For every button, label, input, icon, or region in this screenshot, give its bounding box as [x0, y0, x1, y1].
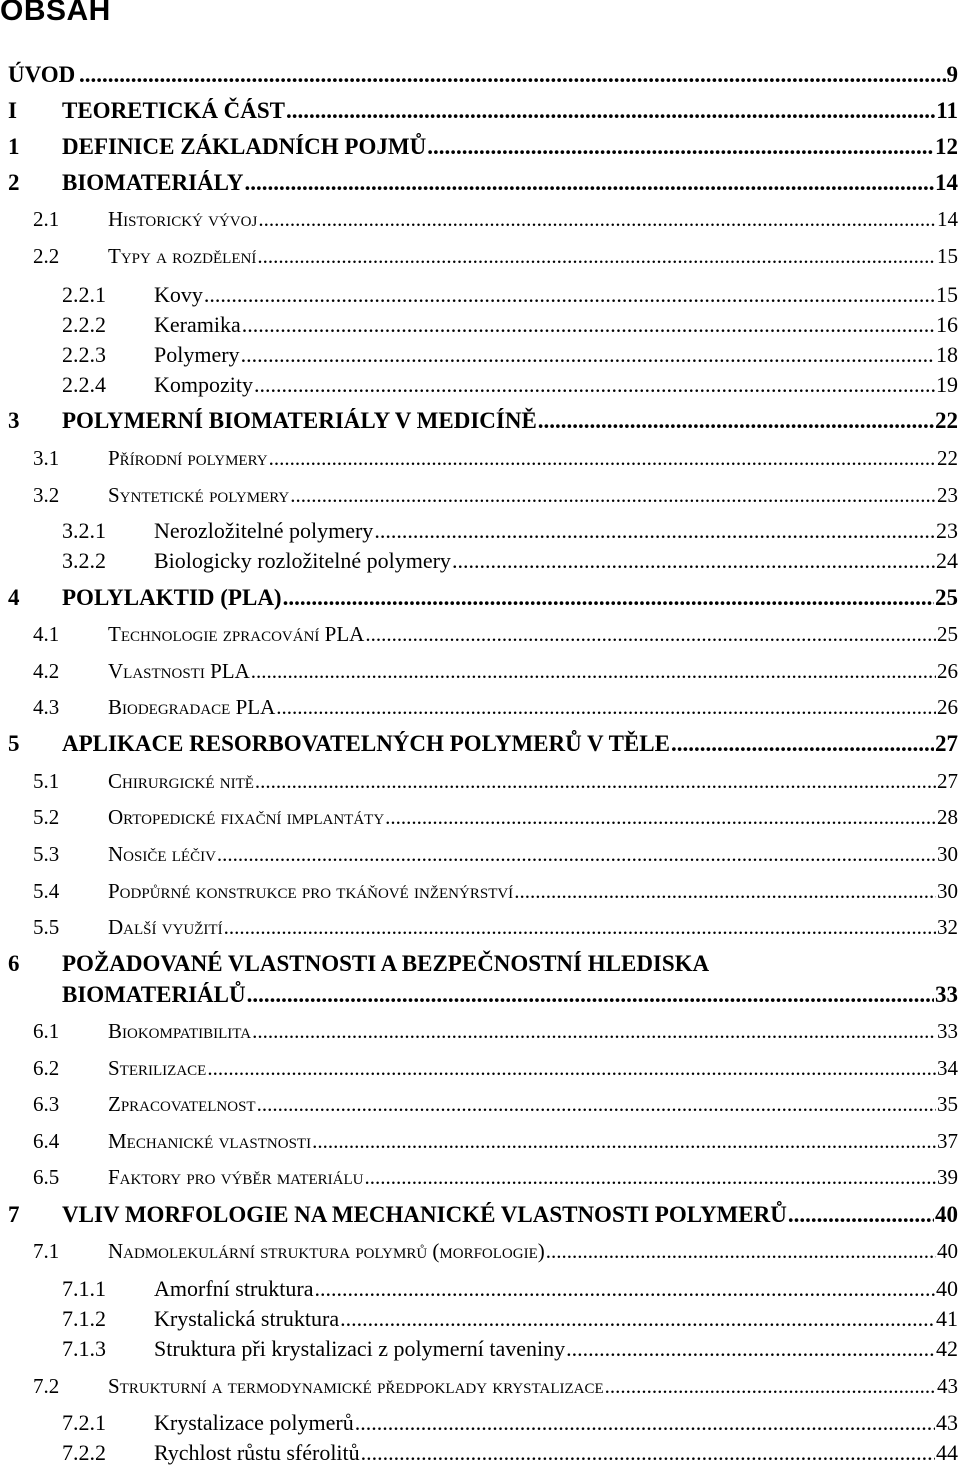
toc-entry-page: 39 — [937, 1167, 960, 1188]
toc-entry[interactable] — [0, 515, 960, 549]
toc-entry-number: 6.2 — [33, 1058, 59, 1079]
toc-entry-title: Syntetické polymery — [108, 485, 289, 506]
toc-entry-page: 40 — [937, 1241, 960, 1262]
toc-entry[interactable] — [0, 691, 960, 725]
toc-entry-page: 27 — [937, 771, 960, 792]
toc-entry-title: Technologie zpracování PLA — [108, 624, 364, 645]
toc-entry-line — [62, 171, 960, 194]
toc-entry-page: 44 — [936, 1442, 960, 1464]
toc-dot-leader — [290, 485, 936, 506]
toc-entry-title: Přírodní polymery — [108, 448, 268, 469]
toc-entry[interactable] — [0, 58, 960, 92]
toc-entry-title: Nosiče léčiv — [108, 844, 216, 865]
toc-entry-title: Vlastnosti PLA — [108, 661, 250, 682]
toc-entry-title: POŽADOVANÉ VLASTNOSTI A BEZPEČNOSTNÍ HLEDISKA — [62, 952, 709, 975]
toc-entry-number: 6 — [8, 952, 20, 975]
toc-entry-line — [154, 1442, 960, 1464]
toc-entry-number: 7 — [8, 1203, 20, 1226]
toc-dot-leader — [255, 771, 936, 792]
toc-entry[interactable] — [0, 279, 960, 313]
toc-entry-page: 40 — [935, 1203, 960, 1226]
toc-entry-line — [108, 1094, 960, 1115]
toc-entry-line — [154, 344, 960, 366]
toc-entry-line — [62, 99, 960, 122]
toc-entry-number: 4.2 — [33, 661, 59, 682]
toc-dot-leader — [365, 624, 936, 645]
toc-entry-title: Ortopedické fixační implantáty — [108, 807, 384, 828]
toc-entry[interactable] — [0, 765, 960, 799]
toc-entry-number: 2.1 — [33, 209, 59, 230]
toc-entry-title: POLYLAKTID (PLA) — [62, 586, 282, 609]
toc-entry-line — [108, 246, 960, 267]
toc-dot-leader — [374, 520, 935, 542]
toc-entry-line — [154, 284, 960, 306]
toc-entry-page: 27 — [935, 732, 960, 755]
toc-entry[interactable] — [0, 203, 960, 237]
toc-entry-line — [108, 771, 960, 792]
toc-entry-line — [108, 1376, 960, 1397]
toc-entry-number: 2.2.4 — [62, 374, 106, 396]
toc-entry-title: DEFINICE ZÁKLADNÍCH POJMŮ — [62, 135, 426, 158]
toc-entry-title: Krystalická struktura — [154, 1308, 339, 1330]
toc-entry-number: 4.3 — [33, 697, 59, 718]
toc-entry-line — [108, 881, 960, 902]
toc-entry-title: Typy a rozdělení — [108, 246, 256, 267]
toc-entry-title: Strukturní a termodynamické předpoklady krystalizace — [108, 1376, 604, 1397]
toc-entry-title: Podpůrné konstrukce pro tkáňové inženýrství — [108, 881, 513, 902]
toc-entry[interactable] — [0, 240, 960, 274]
toc-entry-line — [62, 983, 960, 1006]
toc-entry-line — [108, 1241, 960, 1262]
toc-entry-page: 40 — [936, 1278, 960, 1300]
toc-entry-page: 37 — [937, 1131, 960, 1152]
toc-entry-number: 7.1.3 — [62, 1338, 106, 1360]
toc-entry[interactable] — [0, 1088, 960, 1122]
toc-entry[interactable] — [0, 1370, 960, 1404]
toc-entry-line — [62, 586, 960, 609]
toc-entry-page: 32 — [937, 917, 960, 938]
toc-dot-leader — [340, 1308, 935, 1330]
toc-entry-page: 26 — [937, 697, 960, 718]
toc-entry[interactable] — [0, 838, 960, 872]
toc-entry-page: 15 — [936, 284, 960, 306]
toc-dot-leader — [244, 171, 934, 194]
toc-entry[interactable] — [0, 404, 960, 438]
toc-entry-title: Nadmolekulární struktura polymrů (morfologie) — [108, 1241, 545, 1262]
toc-dot-leader — [241, 344, 935, 366]
toc-entry-number: ÚVOD — [8, 63, 75, 86]
toc-dot-leader — [546, 1241, 936, 1262]
toc-entry[interactable] — [0, 875, 960, 909]
toc-entry-line — [108, 1058, 960, 1079]
toc-entry-title: Nerozložitelné polymery — [154, 520, 373, 542]
toc-entry-page: 15 — [937, 246, 960, 267]
toc-entry-number: 6.3 — [33, 1094, 59, 1115]
toc-entry-line — [62, 135, 960, 158]
toc-entry-title: Biologicky rozložitelné polymery — [154, 550, 451, 572]
toc-entry-line — [108, 485, 960, 506]
toc-entry-title: Zpracovatelnost — [108, 1094, 256, 1115]
toc-dot-leader — [252, 1021, 936, 1042]
toc-entry-number: 7.1.2 — [62, 1308, 106, 1330]
toc-entry-title: Amorfní struktura — [154, 1278, 313, 1300]
toc-dot-leader — [254, 374, 935, 396]
toc-entry-page: 26 — [937, 661, 960, 682]
toc-entry-number: 3 — [8, 409, 20, 432]
page-title: OBSAH — [0, 0, 111, 28]
toc-dot-leader — [257, 1094, 936, 1115]
toc-dot-leader — [276, 697, 936, 718]
toc-entry-page: 34 — [937, 1058, 960, 1079]
toc-entry-number: 5 — [8, 732, 20, 755]
toc-entry-line — [154, 1308, 960, 1330]
toc-entry-title: Struktura při krystalizaci z polymerní taveniny — [154, 1338, 565, 1360]
toc-entry-page: 24 — [936, 550, 960, 572]
toc-entry[interactable] — [0, 1015, 960, 1049]
toc-entry-number: 3.2.1 — [62, 520, 106, 542]
toc-entry[interactable] — [0, 801, 960, 835]
toc-entry-line — [78, 63, 960, 86]
toc-entry[interactable] — [0, 369, 960, 403]
toc-entry-number: 6.5 — [33, 1167, 59, 1188]
toc-entry-line — [108, 661, 960, 682]
toc-entry-title: Polymery — [154, 344, 240, 366]
toc-entry-number: 1 — [8, 135, 20, 158]
toc-entry[interactable] — [0, 442, 960, 476]
toc-entry-number: 5.2 — [33, 807, 59, 828]
toc-entry-title: BIOMATERIÁLY — [62, 171, 243, 194]
toc-entry-line — [154, 1338, 960, 1360]
toc-entry[interactable] — [0, 1273, 960, 1307]
toc-dot-leader — [355, 1412, 935, 1434]
toc-dot-leader — [427, 135, 934, 158]
toc-entry-title: Biokompatibilita — [108, 1021, 251, 1042]
toc-entry-title: Keramika — [154, 314, 241, 336]
toc-entry-line — [154, 1412, 960, 1434]
toc-entry-title: Historický vývoj — [108, 209, 257, 230]
toc-entry-number: 6.1 — [33, 1021, 59, 1042]
toc-entry-page: 43 — [936, 1412, 960, 1434]
toc-dot-leader — [314, 1278, 935, 1300]
toc-entry-page: 23 — [936, 520, 960, 542]
toc-entry-line — [62, 1203, 960, 1226]
toc-entry-title: POLYMERNÍ BIOMATERIÁLY V MEDICÍNĚ — [62, 409, 537, 432]
toc-entry[interactable] — [0, 911, 960, 945]
toc-dot-leader — [207, 1058, 936, 1079]
toc-entry-line — [108, 697, 960, 718]
toc-entry-line — [154, 1278, 960, 1300]
toc-entry-line — [108, 807, 960, 828]
toc-dot-leader — [312, 1131, 936, 1152]
toc-entry-title: Faktory pro výběr materiálu — [108, 1167, 364, 1188]
toc-dot-leader — [538, 409, 934, 432]
toc-entry-line — [108, 624, 960, 645]
toc-entry[interactable] — [0, 1407, 960, 1441]
toc-dot-leader — [605, 1376, 936, 1397]
toc-entry-page: 30 — [937, 844, 960, 865]
toc-entry[interactable] — [0, 1125, 960, 1159]
toc-entry-title: Kovy — [154, 284, 203, 306]
toc-entry[interactable] — [0, 1235, 960, 1269]
toc-dot-leader — [452, 550, 935, 572]
toc-entry-page: 11 — [936, 99, 960, 122]
toc-dot-leader — [204, 284, 935, 306]
toc-entry-page: 12 — [935, 135, 960, 158]
toc-entry-number: 3.1 — [33, 448, 59, 469]
toc-entry-title: Kompozity — [154, 374, 253, 396]
toc-entry-page: 42 — [936, 1338, 960, 1360]
toc-entry-page: 23 — [937, 485, 960, 506]
toc-entry[interactable] — [0, 1303, 960, 1337]
toc-entry[interactable] — [0, 1437, 960, 1471]
toc-entry[interactable] — [0, 479, 960, 513]
toc-entry[interactable] — [0, 1333, 960, 1367]
toc-entry-number: 5.5 — [33, 917, 59, 938]
toc-entry-line — [108, 448, 960, 469]
toc-dot-leader — [242, 314, 935, 336]
toc-entry[interactable] — [0, 309, 960, 343]
toc-entry[interactable] — [0, 94, 960, 128]
toc-dot-leader — [247, 983, 934, 1006]
toc-dot-leader — [283, 586, 934, 609]
toc-entry[interactable] — [0, 339, 960, 373]
toc-entry[interactable] — [0, 947, 960, 981]
toc-entry-number: 5.3 — [33, 844, 59, 865]
toc-dot-leader — [224, 917, 936, 938]
toc-entry[interactable] — [0, 655, 960, 689]
toc-dot-leader — [79, 63, 946, 86]
toc-entry-title: Krystalizace polymerů — [154, 1412, 354, 1434]
toc-dot-leader — [788, 1203, 934, 1226]
toc-entry-number: 7.2.2 — [62, 1442, 106, 1464]
toc-entry-page: 22 — [937, 448, 960, 469]
toc-entry-title: VLIV MORFOLOGIE NA MECHANICKÉ VLASTNOSTI POLYMERŮ — [62, 1203, 787, 1226]
toc-entry-page: 28 — [937, 807, 960, 828]
toc-entry[interactable] — [0, 727, 960, 761]
toc-entry-number: 3.2 — [33, 485, 59, 506]
toc-dot-leader — [671, 732, 934, 755]
toc-dot-leader — [385, 807, 936, 828]
toc-entry-number: 4 — [8, 586, 20, 609]
toc-dot-leader — [514, 881, 936, 902]
toc-entry-title: Mechanické vlastnosti — [108, 1131, 311, 1152]
toc-entry[interactable] — [0, 1052, 960, 1086]
toc-entry-number: 6.4 — [33, 1131, 59, 1152]
toc-entry-page: 25 — [937, 624, 960, 645]
toc-entry-page: 35 — [937, 1094, 960, 1115]
toc-entry-line — [62, 409, 960, 432]
toc-entry-line — [108, 1131, 960, 1152]
toc-entry-page: 33 — [937, 1021, 960, 1042]
toc-entry-page: 18 — [936, 344, 960, 366]
toc-entry-line — [62, 732, 960, 755]
toc-entry-number: 5.4 — [33, 881, 59, 902]
toc-entry-page: 25 — [935, 586, 960, 609]
toc-entry-line — [154, 314, 960, 336]
toc-entry-number: 2.2.2 — [62, 314, 106, 336]
toc-entry-title: TEORETICKÁ ČÁST — [62, 99, 285, 122]
toc-dot-leader — [566, 1338, 935, 1360]
toc-entry-line — [108, 844, 960, 865]
toc-entry-number: 7.2 — [33, 1376, 59, 1397]
toc-entry[interactable] — [0, 130, 960, 164]
toc-entry[interactable] — [0, 166, 960, 200]
toc-entry-number: 2.2.3 — [62, 344, 106, 366]
toc-dot-leader — [257, 246, 936, 267]
toc-dot-leader — [258, 209, 936, 230]
toc-entry-page: 14 — [935, 171, 960, 194]
toc-entry-page: 16 — [936, 314, 960, 336]
toc-entry-page: 22 — [935, 409, 960, 432]
toc-entry-line — [154, 520, 960, 542]
toc-entry-page: 33 — [935, 983, 960, 1006]
toc-entry-line — [108, 917, 960, 938]
toc-entry-page: 43 — [937, 1376, 960, 1397]
toc-entry-title: Chirurgické nitě — [108, 771, 254, 792]
toc-entry-line — [108, 209, 960, 230]
toc-entry-line — [108, 1167, 960, 1188]
toc-entry-number: 7.1.1 — [62, 1278, 106, 1300]
toc-entry-number: 2.2 — [33, 246, 59, 267]
toc-entry-number: 2.2.1 — [62, 284, 106, 306]
toc-entry[interactable] — [0, 545, 960, 579]
toc-entry-number: 7.2.1 — [62, 1412, 106, 1434]
toc-entry-title: Rychlost růstu sférolitů — [154, 1442, 360, 1464]
toc-entry[interactable] — [0, 1161, 960, 1195]
toc-entry[interactable] — [0, 618, 960, 652]
toc-entry-line — [154, 374, 960, 396]
toc-dot-leader — [286, 99, 935, 122]
toc-entry-page: 41 — [936, 1308, 960, 1330]
toc-entry-number: 7.1 — [33, 1241, 59, 1262]
toc-entry[interactable] — [0, 581, 960, 615]
toc-entry-title: APLIKACE RESORBOVATELNÝCH POLYMERŮ V TĚLE — [62, 732, 670, 755]
toc-entry-title: Sterilizace — [108, 1058, 206, 1079]
toc-entry-number: 5.1 — [33, 771, 59, 792]
toc-dot-leader — [269, 448, 936, 469]
toc-entry-title: Biodegradace PLA — [108, 697, 275, 718]
toc-entry-page: 19 — [936, 374, 960, 396]
toc-entry-number: 3.2.2 — [62, 550, 106, 572]
toc-entry-line — [154, 550, 960, 572]
toc-entry-page: 9 — [947, 63, 960, 86]
toc-entry-title: BIOMATERIÁLŮ — [62, 983, 246, 1006]
toc-entry[interactable] — [0, 978, 960, 1012]
toc-entry-page: 30 — [937, 881, 960, 902]
toc-entry-line — [108, 1021, 960, 1042]
toc-entry-number: 2 — [8, 171, 20, 194]
toc-dot-leader — [251, 661, 936, 682]
toc-dot-leader — [217, 844, 936, 865]
toc-entry-number: 4.1 — [33, 624, 59, 645]
toc-entry-line — [62, 952, 960, 975]
toc-entry[interactable] — [0, 1198, 960, 1232]
toc-dot-leader — [365, 1167, 936, 1188]
toc-entry-page: 14 — [937, 209, 960, 230]
toc-dot-leader — [361, 1442, 935, 1464]
toc-entry-title: Další využití — [108, 917, 223, 938]
toc-entry-number: I — [8, 99, 17, 122]
